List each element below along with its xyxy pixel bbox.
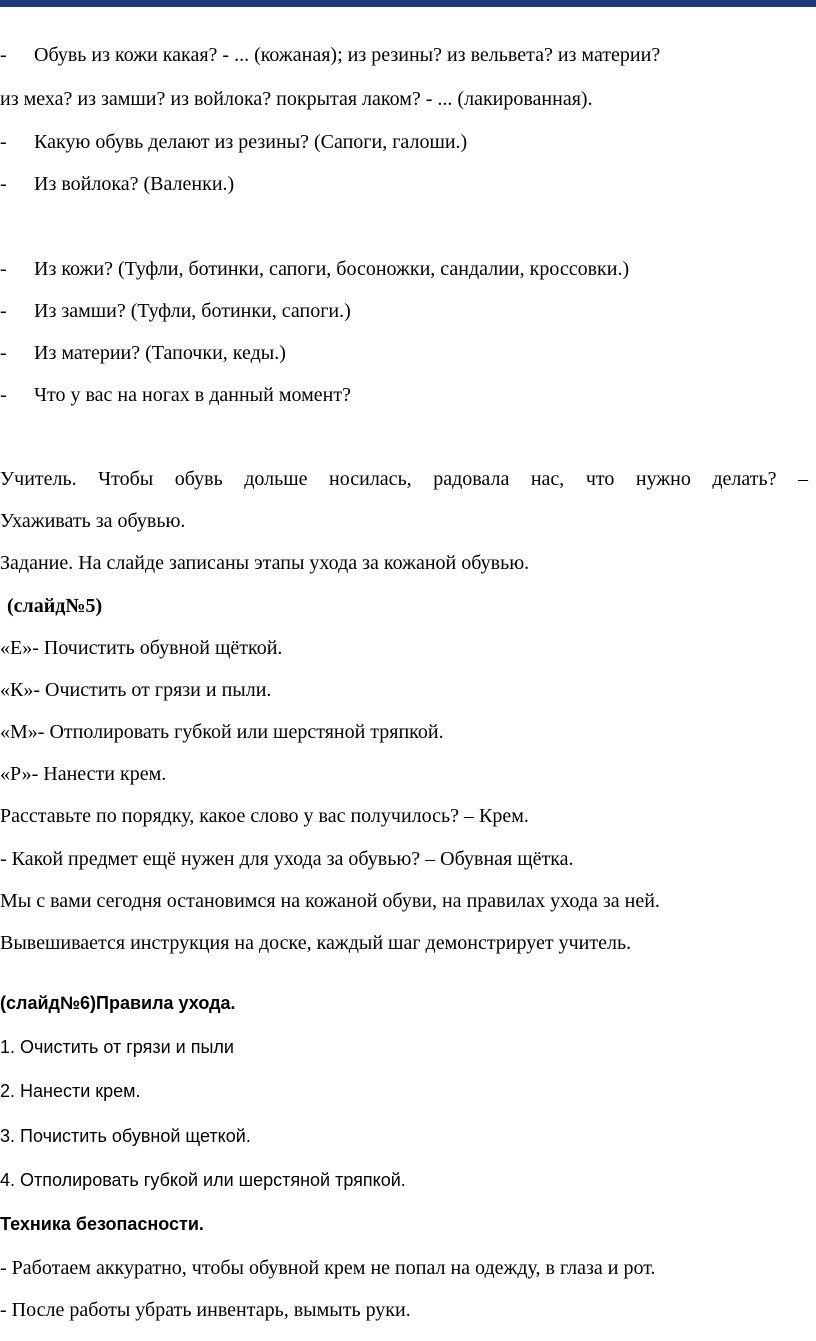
slide5-label: (слайд№5) [7,595,103,617]
focus-statement: Мы с вами сегодня остановимся на кожаной обуви, на правилах ухода за ней. [0,890,660,912]
question-text: Из войлока? (Валенки.) [34,173,235,195]
step-e: «Е»- Почистить обувной щёткой. [0,637,283,659]
dash-marker: - [0,300,7,322]
teacher-line-2: Ухаживать за обувью. [0,510,186,532]
top-border-bar [0,0,816,7]
step-m: «М»- Отполировать губкой или шерстяной тряпкой. [0,721,444,743]
safety-heading: Техника безопасности. [0,1214,204,1234]
instruction-statement: Вывешивается инструкция на доске, каждый шаг демонстрирует учитель. [0,932,632,954]
task-line: Задание. На слайде записаны этапы ухода за кожаной обувью. [0,552,530,574]
rule-item-3: 3. Почистить обувной щеткой. [0,1126,251,1146]
question-text: Обувь из кожи какая? - ... (кожаная); из резины? из вельвета? из материи? [34,44,661,66]
question-line-4 [0,172,816,196]
question-line-7 [0,341,816,365]
step-r: «Р»- Нанести крем. [0,763,167,785]
step-k: «К»- Очистить от грязи и пыли. [0,679,272,701]
dash-marker: - [0,258,7,280]
teacher-line-1: Учитель. Чтобы обувь дольше носилась, радовала нас, что нужно делать? – [0,468,808,490]
question-line-1 [0,43,816,67]
tool-question: - Какой предмет ещё нужен для ухода за обувью? – Обувная щётка. [0,848,574,870]
order-question: Расставьте по порядку, какое слово у вас получилось? – Крем. [0,805,529,827]
question-text: Из материи? (Тапочки, кеды.) [34,342,286,364]
question-text: Что у вас на ногах в данный момент? [34,384,351,406]
safety-item-2: - После работы убрать инвентарь, вымыть руки. [0,1299,411,1321]
question-line-5 [0,257,816,281]
dash-marker: - [0,44,7,66]
safety-item-1: - Работаем аккуратно, чтобы обувной крем не попал на одежду, в глаза и рот. [0,1257,656,1279]
rule-item-4: 4. Отполировать губкой или шерстяной тряпкой. [0,1170,406,1190]
question-line-8 [0,383,816,407]
rule-item-2: 2. Нанести крем. [0,1081,141,1101]
question-line-3 [0,130,816,154]
rule-item-1: 1. Очистить от грязи и пыли [0,1037,234,1057]
question-line-6 [0,299,816,323]
question-text: Какую обувь делают из резины? (Сапоги, галоши.) [34,131,468,153]
question-line-2 [0,87,816,111]
question-text: Из замши? (Туфли, ботинки, сапоги.) [34,300,351,322]
dash-marker: - [0,131,7,153]
dash-marker: - [0,342,7,364]
question-text: из меха? из замши? из войлока? покрытая лаком? - ... (лакированная). [0,88,593,110]
dash-marker: - [0,173,7,195]
rules-heading: (слайд№6)Правила ухода. [0,993,236,1013]
dash-marker: - [0,384,7,406]
question-text: Из кожи? (Туфли, ботинки, сапоги, босоножки, сандалии, кроссовки.) [34,258,630,280]
